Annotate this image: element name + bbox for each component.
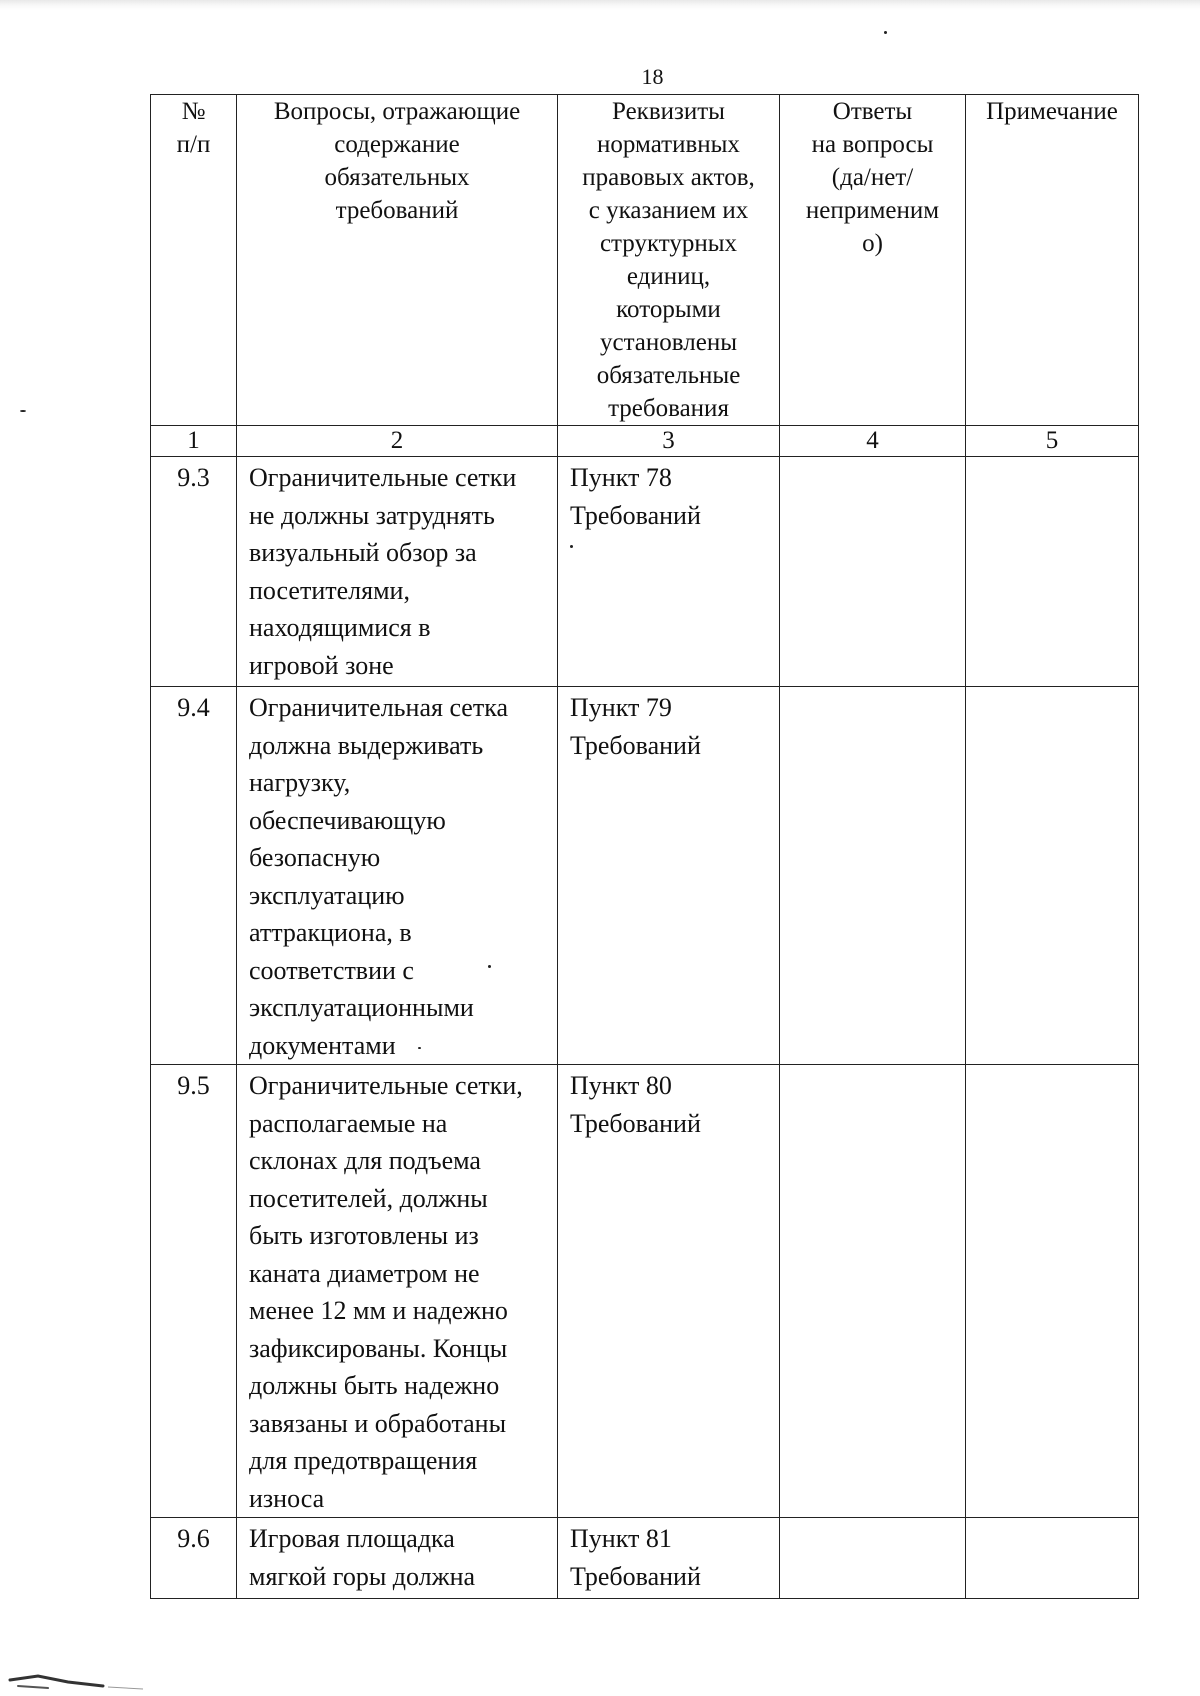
column-number: 4 — [780, 426, 966, 457]
row-answer-cell — [780, 1065, 966, 1518]
row-question: Ограничительные сетки, располагаемые на склонах для подъема посетителей, должны быть изготовлены из каната диаметром не менее 12 мм и надежно зафиксированы. Концы должны быть надежно завязаны и обработаны для предотвращения износа — [237, 1065, 558, 1518]
row-note-cell — [966, 457, 1139, 687]
column-numbers-row — [151, 426, 1139, 457]
row-reference: Пункт 79 Требований — [558, 687, 780, 1065]
row-answer-cell — [780, 1518, 966, 1599]
header-legal-references: Реквизиты нормативных правовых актов, с указанием их структурных единиц, которыми установлены обязательные требования — [558, 95, 780, 426]
header-number: № п/п — [151, 95, 237, 426]
scan-smudge-mark — [8, 1668, 148, 1692]
row-question: Ограничительная сетка должна выдерживать нагрузку, обеспечивающую безопасную эксплуатацию аттракциона, в соответствии с эксплуатационными документами — [237, 687, 558, 1065]
row-number: 9.6 — [151, 1518, 237, 1599]
row-answer-cell — [780, 457, 966, 687]
table-row — [151, 457, 1139, 687]
row-number: 9.4 — [151, 687, 237, 1065]
row-number: 9.3 — [151, 457, 237, 687]
row-reference: Пункт 80 Требований — [558, 1065, 780, 1518]
column-number: 1 — [151, 426, 237, 457]
scan-speck — [884, 31, 887, 34]
row-question: Игровая площадка мягкой горы должна — [237, 1518, 558, 1599]
column-number: 5 — [966, 426, 1139, 457]
row-reference: Пункт 81 Требований — [558, 1518, 780, 1599]
scan-speck — [20, 410, 26, 412]
table-header-row — [151, 95, 1139, 426]
page-number: 18 — [641, 64, 664, 89]
row-question: Ограничительные сетки не должны затруднять визуальный обзор за посетителями, находящимися в игровой зоне — [237, 457, 558, 687]
header-answers: Ответы на вопросы (да/нет/ неприменим о) — [780, 95, 966, 426]
column-number: 2 — [237, 426, 558, 457]
row-reference: Пункт 78 Требований — [558, 457, 780, 687]
row-note-cell — [966, 1065, 1139, 1518]
table-row — [151, 1518, 1139, 1599]
row-answer-cell — [780, 687, 966, 1065]
header-note: Примечание — [966, 95, 1139, 426]
row-number: 9.5 — [151, 1065, 237, 1518]
header-questions: Вопросы, отражающие содержание обязательных требований — [237, 95, 558, 426]
checklist-table — [150, 94, 1139, 1599]
table-row — [151, 1065, 1139, 1518]
column-number: 3 — [558, 426, 780, 457]
table-row — [151, 687, 1139, 1065]
row-note-cell — [966, 687, 1139, 1065]
scan-edge-shading — [0, 0, 1200, 10]
row-note-cell — [966, 1518, 1139, 1599]
